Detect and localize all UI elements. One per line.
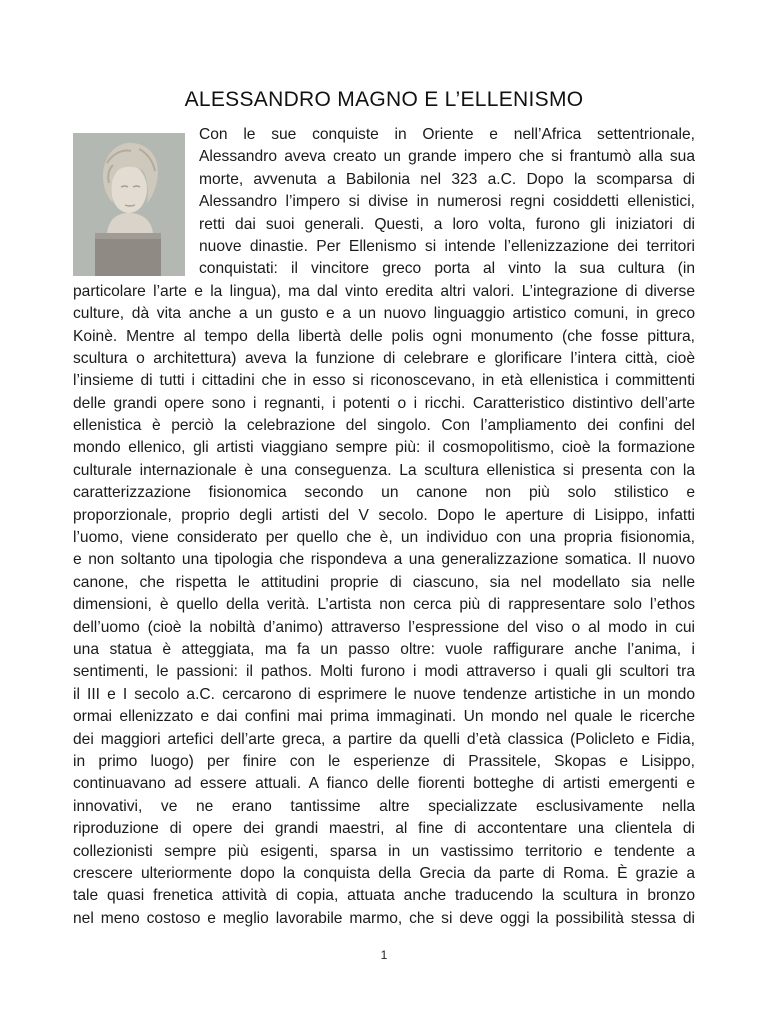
text-line: Alessandro aveva creato un grande impero che si frantumò alla sua (199, 148, 695, 166)
text-line: Con le sue conquiste in Oriente e nell’Africa settentrionale, (199, 126, 695, 143)
text-line: l’insieme di tutti i cittadini che in esso si riconoscevano, in età ellenistica i committenti (73, 372, 695, 390)
text-line: dell’uomo (cioè la nobiltà d’animo) attraverso l’espressione del viso o al modo in cui (73, 618, 695, 636)
text-line: caratterizzazione fisionomica secondo un canone non più solo stilistico e (73, 484, 695, 502)
text-line: delle grandi opere sono i regnanti, i potenti o i ricchi. Caratteristico distintivo dell’arte (73, 394, 695, 412)
text-line: dimensioni, è quello della verità. L’artista non cerca più di rappresentare solo l’ethos (73, 596, 695, 614)
text-line: mondo ellenico, gli artisti viaggiano sempre più: il cosmopolitismo, cioè la formazione (73, 439, 695, 457)
text-line: particolare l’arte e la lingua), ma dal vinto eredita altri valori. L’integrazione di diverse (73, 282, 695, 300)
text-line: proporzionale, proprio degli artisti del V secolo. Dopo le aperture di Lisippo, infatti (73, 506, 695, 524)
text-line: scultura o architettura) aveva la funzione di celebrare e glorificare l’intera città, cioè (73, 349, 695, 367)
text-line: collezionisti sempre più esigenti, sparsa in un vastissimo territorio e tendente a (73, 842, 695, 860)
text-line: retti dai suoi generali. Questi, a loro volta, furono gli iniziatori di (199, 215, 695, 233)
text-line: e non soltanto una tipologia che rispondeva a una generalizzazione somatica. Il nuovo (73, 551, 695, 569)
text-line: crescere ulteriormente dopo la conquista della Grecia da parte di Roma. È grazie a (73, 864, 695, 882)
text-line: nuove dinastie. Per Ellenismo si intende l’ellenizzazione dei territori (199, 237, 695, 255)
text-line: innovativi, ve ne erano tantissime altre specializzate esclusivamente nella (73, 797, 695, 815)
text-line: culturale internazionale è una conseguenza. La scultura ellenistica si presenta con la (73, 461, 695, 479)
page-title: ALESSANDRO MAGNO E L’ELLENISMO (184, 88, 584, 111)
text-line: il III e I secolo a.C. cercarono di esprimere le nuove tendenze artistiche in un mondo (73, 685, 695, 703)
text-line: riproduzione di opere dei grandi maestri, al fine di accontentare una clientela di (73, 820, 695, 838)
text-line: Alessandro l’impero si divise in numerosi regni cosiddetti ellenistici, (199, 193, 695, 211)
text-line: una statua è atteggiata, ma fa un passo oltre: vuole raffigurare anche l’anima, i (73, 640, 695, 658)
text-line: nel meno costoso e meglio lavorabile marmo, che si deve oggi la possibilità stessa di (73, 909, 695, 927)
page-number: 1 (380, 948, 388, 962)
text-line: Koinè. Mentre al tempo della libertà delle polis ogni monumento (che fosse pittura, (73, 327, 695, 345)
text-line: dei maggiori artefici dell’arte greca, a partire da quelli d’età classica (Policleto e Fidia, (73, 730, 695, 748)
text-line: tale quasi frenetica attività di copia, attuata anche traducendo la scultura in bronzo (73, 887, 695, 905)
text-line: morte, avvenuta a Babilonia nel 323 a.C. Dopo la scomparsa di (199, 170, 695, 188)
text-line: canone, che rispetta le attitudini proprie di ciascuno, sia nel modellato sia nelle (73, 573, 695, 591)
text-line: conquistati: il vincitore greco porta al vinto la sua cultura (in (199, 260, 695, 278)
text-line: ellenistica è perciò la celebrazione del singolo. Con l’ampliamento dei confini del (73, 417, 695, 435)
text-line: sentimenti, le passioni: il pathos. Molti furono i modi attraverso i quali gli scultori tra (73, 663, 695, 681)
text-line: ormai ellenizzato e dai confini mai prima immaginati. Un mondo nel quale le ricerche (73, 708, 695, 726)
text-line: l’uomo, viene considerato per quello che è, un individuo con una propria fisionomia, (73, 529, 695, 547)
body-text (73, 124, 695, 930)
text-line: culture, dà vita anche a un gusto e a un nuovo linguaggio artistico comuni, in greco (73, 305, 695, 323)
text-line: continuavano ad essere attuali. A fianco delle fiorenti botteghe di artisti emergenti e (73, 775, 695, 793)
text-line: in primo luogo) per finire con le esperienze di Prassitele, Skopas e Lisippo, (73, 752, 695, 770)
